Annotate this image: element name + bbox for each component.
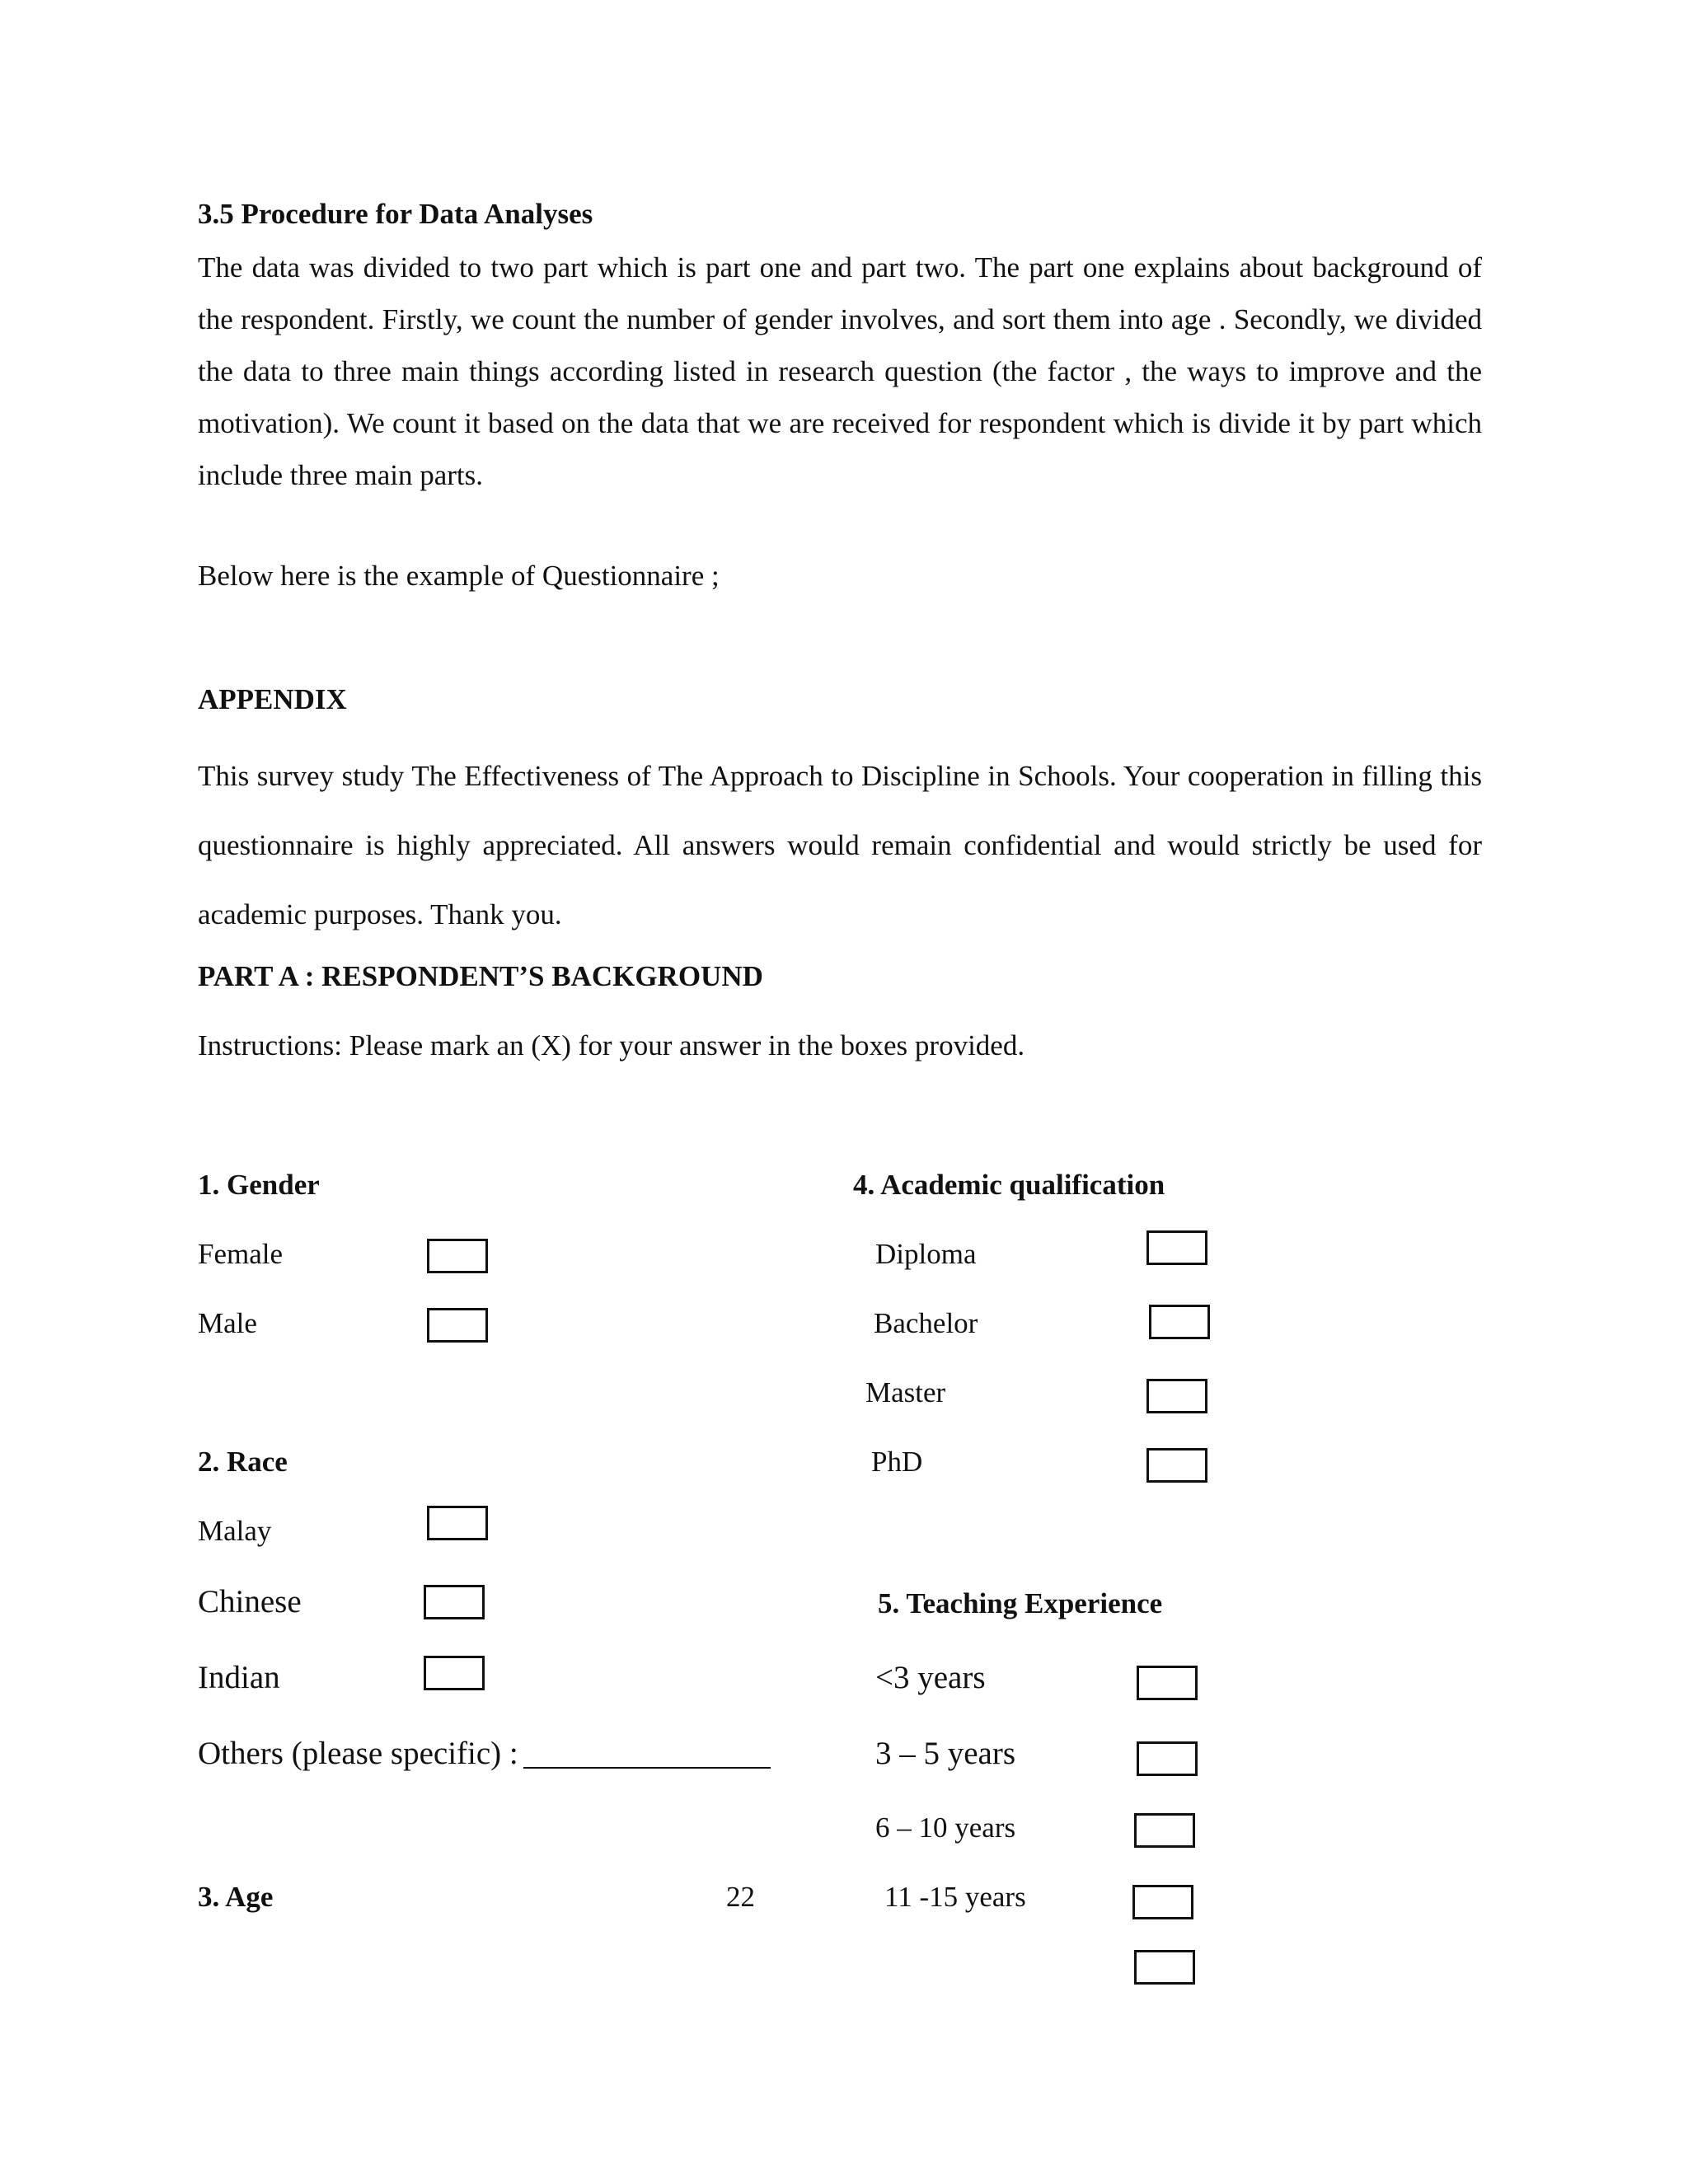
teaching-option-4-checkbox[interactable] — [1132, 1885, 1193, 1919]
teaching-option-2: 3 – 5 years — [875, 1736, 1016, 1771]
academic-option-diploma: Diploma — [875, 1238, 977, 1270]
academic-title: 4. Academic qualification — [853, 1169, 1165, 1201]
teaching-option-3: 6 – 10 years — [875, 1811, 1016, 1844]
race-option-malay: Malay — [198, 1515, 272, 1547]
teaching-option-5-checkbox[interactable] — [1134, 1950, 1195, 1985]
academic-master-checkbox[interactable] — [1146, 1379, 1207, 1413]
section-heading: 3.5 Procedure for Data Analyses — [198, 198, 593, 230]
gender-option-female: Female — [198, 1238, 284, 1270]
academic-diploma-checkbox[interactable] — [1146, 1230, 1207, 1265]
academic-option-master: Master — [865, 1376, 946, 1408]
gender-option-male: Male — [198, 1307, 257, 1339]
appendix-intro: This survey study The Effectiveness of The Approach to Discipline in Schools. Your cooperation in filling this questionnaire is highly appreciated. All answers would remain confidential and would strictly be used for academic purposes. Thank you. — [198, 760, 1482, 930]
race-others-blank[interactable] — [523, 1737, 771, 1769]
race-title: 2. Race — [198, 1446, 288, 1478]
section-paragraph: The data was divided to two part which is part one and part two. The part one explains about background of the respondent. Firstly, we count the number of gender involves, and sort them into age . Secondly, we divided the data to three main things according listed in research question (the factor , the ways to improve and the motivation). We count it based on the data that we are received for respondent which is divide it by part which include three main parts. — [198, 251, 1482, 491]
academic-phd-checkbox[interactable] — [1146, 1448, 1207, 1483]
race-others-field[interactable] — [198, 1736, 771, 1772]
academic-option-phd: PhD — [871, 1446, 923, 1478]
race-malay-checkbox[interactable] — [427, 1506, 488, 1540]
instructions: Instructions: Please mark an (X) for your answer in the boxes provided. — [198, 1029, 1025, 1062]
gender-title: 1. Gender — [198, 1169, 320, 1201]
teaching-option-4: 11 -15 years — [884, 1881, 1026, 1913]
race-chinese-checkbox[interactable] — [424, 1585, 485, 1619]
teaching-title: 5. Teaching Experience — [878, 1587, 1163, 1619]
gender-male-checkbox[interactable] — [427, 1308, 488, 1343]
page-number: 22 — [726, 1881, 755, 1913]
teaching-option-2-checkbox[interactable] — [1137, 1741, 1198, 1776]
academic-bachelor-checkbox[interactable] — [1149, 1305, 1210, 1339]
teaching-option-1: <3 years — [875, 1660, 986, 1695]
teaching-option-3-checkbox[interactable] — [1134, 1813, 1195, 1848]
part-a-heading: PART A : RESPONDENT’S BACKGROUND — [198, 960, 763, 992]
example-line: Below here is the example of Questionnaire ; — [198, 560, 720, 592]
race-others-label: Others (please specific) : — [198, 1736, 518, 1771]
race-option-indian: Indian — [198, 1660, 280, 1695]
teaching-option-1-checkbox[interactable] — [1137, 1666, 1198, 1700]
race-option-chinese: Chinese — [198, 1584, 302, 1619]
appendix-heading: APPENDIX — [198, 683, 347, 715]
race-indian-checkbox[interactable] — [424, 1656, 485, 1690]
academic-option-bachelor: Bachelor — [874, 1307, 978, 1339]
gender-female-checkbox[interactable] — [427, 1239, 488, 1273]
age-title: 3. Age — [198, 1881, 274, 1913]
